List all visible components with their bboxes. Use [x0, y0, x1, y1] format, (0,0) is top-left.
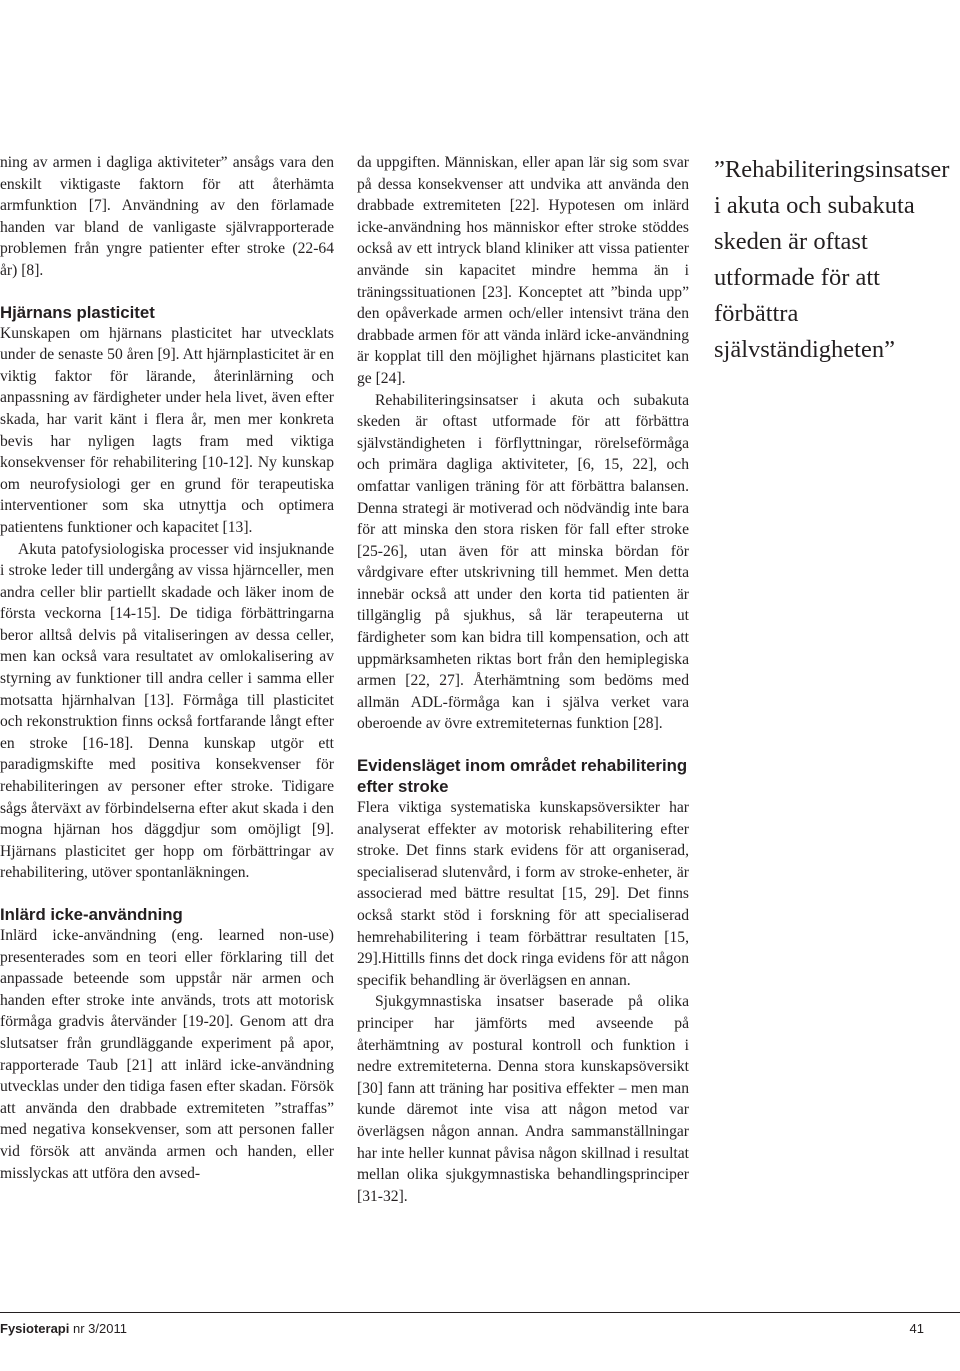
- paragraph-rehab-efforts: Rehabiliteringsinsatser i akuta och subakuta skeden är oftast utformade för att förbättra självständigheten i förflyttningar, rörelseförmåga och primära dagliga aktiviteter, [6, 15, 22], och omfattar vanligen träning för att förbättra balansen. Denna strategi är motiverad och nödvändig inte bara för att minska den stora risken för fall efter stroke [25-26], utan även för att minska bördan för vårdgivare efter utskrivning till hemmet. Men detta innebär också att under den korta tid patienten är tillgänglig på sjukhus, så lär terapeuterna ut färdigheter som kan bidra till kompensation, och att uppmärksamheten riktas bort från den hemiplegiska armen [22, 27]. Återhämtning som bedöms med allmän ADL-förmåga kan i själva verket vara oberoende av övre extremiteternas funktion [28].: [357, 391, 689, 733]
- page-footer: [0, 1312, 960, 1371]
- text-column-left: [0, 152, 334, 1184]
- footer-divider: [0, 1312, 960, 1313]
- pull-quote: ”Rehabiliteringsinsatser i akuta och subakuta skeden är oftast utformade för att förbättra självständigheten”: [714, 156, 950, 363]
- footer-publication: [0, 1321, 127, 1336]
- paragraph-continued: da uppgiften. Människan, eller apan lär sig som svar på dessa konsekvenser att undvika att använda den drabbade extremiteten [22]. Hypotesen om inlärd icke-användning hos människor efter stroke stöddes också av ett intryck bland kliniker att vissa patienter använde sin kapacitet mindre hemma än i träningssituationen [23]. Konceptet att ”binda upp” den opåverkade armen och/eller intensivt träna den drabbade armen för att vända inlärd icke-användning är kopplat till den möjlighet hjärnans plasticitet kan ge [24].: [357, 154, 689, 387]
- paragraph-plasticity-2: Akuta patofysiologiska processer vid insjuknande i stroke leder till undergång av vissa hjärnceller, men andra celler blir partiellt skadade och läker inom de första veckorna [14-15]. De tidiga förbättringarna beror alltså delvis på vitaliseringen av dessa celler, men kan också vara resultatet av omlokalisering av styrning av funktioner till andra celler i samma eller motsatta hjärnhalvan [13]. Förmåga till plasticitet och rekonstruktion finns också fortfarande långt efter en stroke [16-18]. Denna kunskap utgör ett paradigmskifte med positiva konsekvenser för rehabiliteringen av personer efter stroke. Tidigare sågs återväxt av förbindelserna efter akut skada i den mogna hjärnan hos däggdjur som omöjligt [9]. Hjärnans plasticitet ger hopp om förbättringar av rehabilitering, utöver spontanläkningen.: [0, 540, 334, 882]
- footer-issue: nr 3/2011: [69, 1321, 127, 1336]
- heading-learned-non-use: Inlärd icke-användning: [0, 905, 183, 924]
- paragraph-evidence-2: Sjukgymnastiska insatser baserade på olika principer har jämförts med avseende på återhämtning av postural kontroll och funktion i nedre extremiteterna. Denna stora kunskapsöversikt [30] fann att träning har positiva effekter – men man kunde däremot inte visa att någon metod var överlägsen någon annan. Andra sammanställningar har inte heller kunnat påvisa någon skillnad i resultat mellan olika sjukgymnastiska behandlingsprinciper [31-32].: [357, 993, 689, 1205]
- paragraph-intro: ning av armen i dagliga aktiviteter” ansågs vara den enskilt viktigaste faktorn för att återhämta armfunktion [7]. Användning av den förlamade handen var bland de vanligaste självrapporterade problemen från yngre patienter efter stroke (22-64 år) [8].: [0, 154, 334, 279]
- page-number: 41: [909, 1321, 924, 1336]
- heading-plasticity: Hjärnans plasticitet: [0, 302, 155, 322]
- paragraph-learned-non-use: Inlärd icke-användning (eng. learned non-use) presenterades som en teori eller förklaring till det anpassade beteende som uppstår när armen och handen efter stroke inte används, trots att motorisk förmåga gradvis återvänder [19-20]. Genom att dra slutsatser från grundläggande experiment på apor, rapporterade Taub [21] att inlärd icke-användning utvecklas under den tidiga fasen efter skadan. Försök att använda den drabbade extremiteten ”straffas” med negativa konsekvenser, som att personen faller vid försök att använda armen och handen, eller misslyckas att utföra den avsed-: [0, 927, 334, 1182]
- heading-evidence: Evidensläget inom området rehabilitering efter stroke: [357, 756, 688, 797]
- text-column-middle: [357, 152, 689, 1207]
- footer-brand: Fysioterapi: [0, 1321, 70, 1336]
- paragraph-plasticity-1: Kunskapen om hjärnans plasticitet har utvecklats under de senaste 50 åren [9]. Att hjärnplasticitet är en viktig faktor för lärande, återinlärning och anpassning av färdigheter under hela livet, även efter skada, har varit känt i flera år, men mer konkreta bevis har nyligen lagts fram med viktiga konsekvenser för rehabilitering [10-12]. Ny kunskap om neurofysiologi ger en grund för terapeutiska interventioner som ska utnyttja och optimera patientens funktioner och kapacitet [13].: [0, 324, 334, 536]
- paragraph-evidence-1: Flera viktiga systematiska kunskapsöversikter har analyserat effekter av motorisk rehabilitering efter stroke. Det finns stark evidens för att organiserad, specialiserad slutenvård, i form av stroke-enheter, är associerad med bättre resultat [15, 29]. Det finns också starkt stöd i forskning för att specialiserad hemrehabilitering i team förbättrar resultaten [15, 29].Hittills finns det dock ringa evidens för att någon specifik behandling är överlägsen en annan.: [357, 799, 689, 989]
